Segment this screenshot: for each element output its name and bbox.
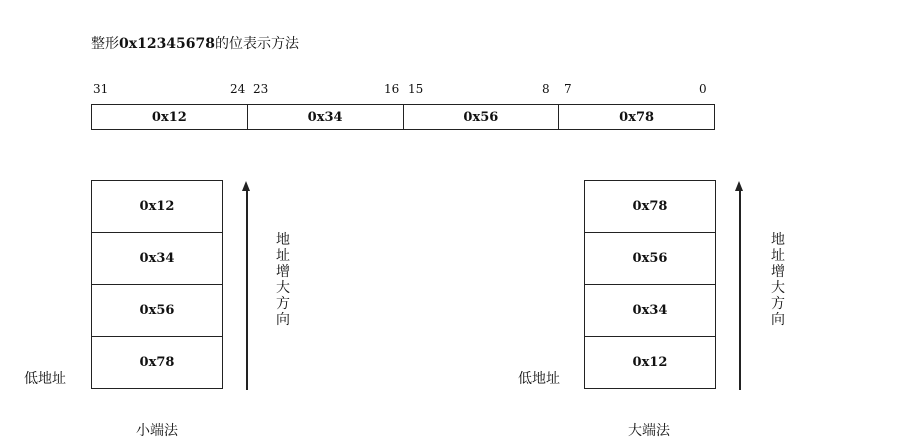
register-byte-3: 0x12 xyxy=(151,109,187,125)
bit-label-15: 15 xyxy=(408,82,424,96)
diagram-title xyxy=(91,33,299,53)
big-endian-address-arrow-icon xyxy=(739,190,741,390)
little-endian-cell: 0x78 xyxy=(92,336,222,388)
title-prefix: 整形 xyxy=(91,36,119,52)
little-endian-address-arrow-icon xyxy=(246,190,248,390)
little-endian-caption: 小端法 xyxy=(136,423,178,439)
bit-label-24: 24 xyxy=(230,82,246,96)
big-endian-caption: 大端法 xyxy=(628,423,670,439)
big-endian-cell: 0x12 xyxy=(585,336,715,388)
bit-label-8: 8 xyxy=(542,82,550,96)
big-endian-cell: 0x78 xyxy=(632,199,668,214)
bit-label-0: 0 xyxy=(699,82,707,96)
little-endian-direction-label: 地址增大方向 xyxy=(276,232,290,328)
big-endian-cell: 0x34 xyxy=(585,284,715,336)
register-byte-1: 0x56 xyxy=(403,105,559,129)
big-endian-stack xyxy=(584,180,716,389)
bit-label-16: 16 xyxy=(384,82,400,96)
little-endian-stack xyxy=(91,180,223,389)
title-value: 0x12345678 xyxy=(119,36,216,52)
register-byte-2: 0x34 xyxy=(247,105,403,129)
big-endian-low-address-label: 低地址 xyxy=(518,371,560,387)
title-suffix: 的位表示方法 xyxy=(215,36,300,52)
big-endian-cell: 0x56 xyxy=(585,232,715,284)
little-endian-cell: 0x12 xyxy=(139,199,175,214)
bit-label-23: 23 xyxy=(253,82,269,96)
bit-label-31: 31 xyxy=(93,82,109,96)
little-endian-cell: 0x34 xyxy=(92,232,222,284)
big-endian-direction-label: 地址增大方向 xyxy=(771,232,785,328)
register-byte-0: 0x78 xyxy=(558,105,714,129)
bit-label-7: 7 xyxy=(564,82,572,96)
little-endian-low-address-label: 低地址 xyxy=(24,371,66,387)
little-endian-cell: 0x56 xyxy=(92,284,222,336)
register-bar xyxy=(91,104,715,130)
